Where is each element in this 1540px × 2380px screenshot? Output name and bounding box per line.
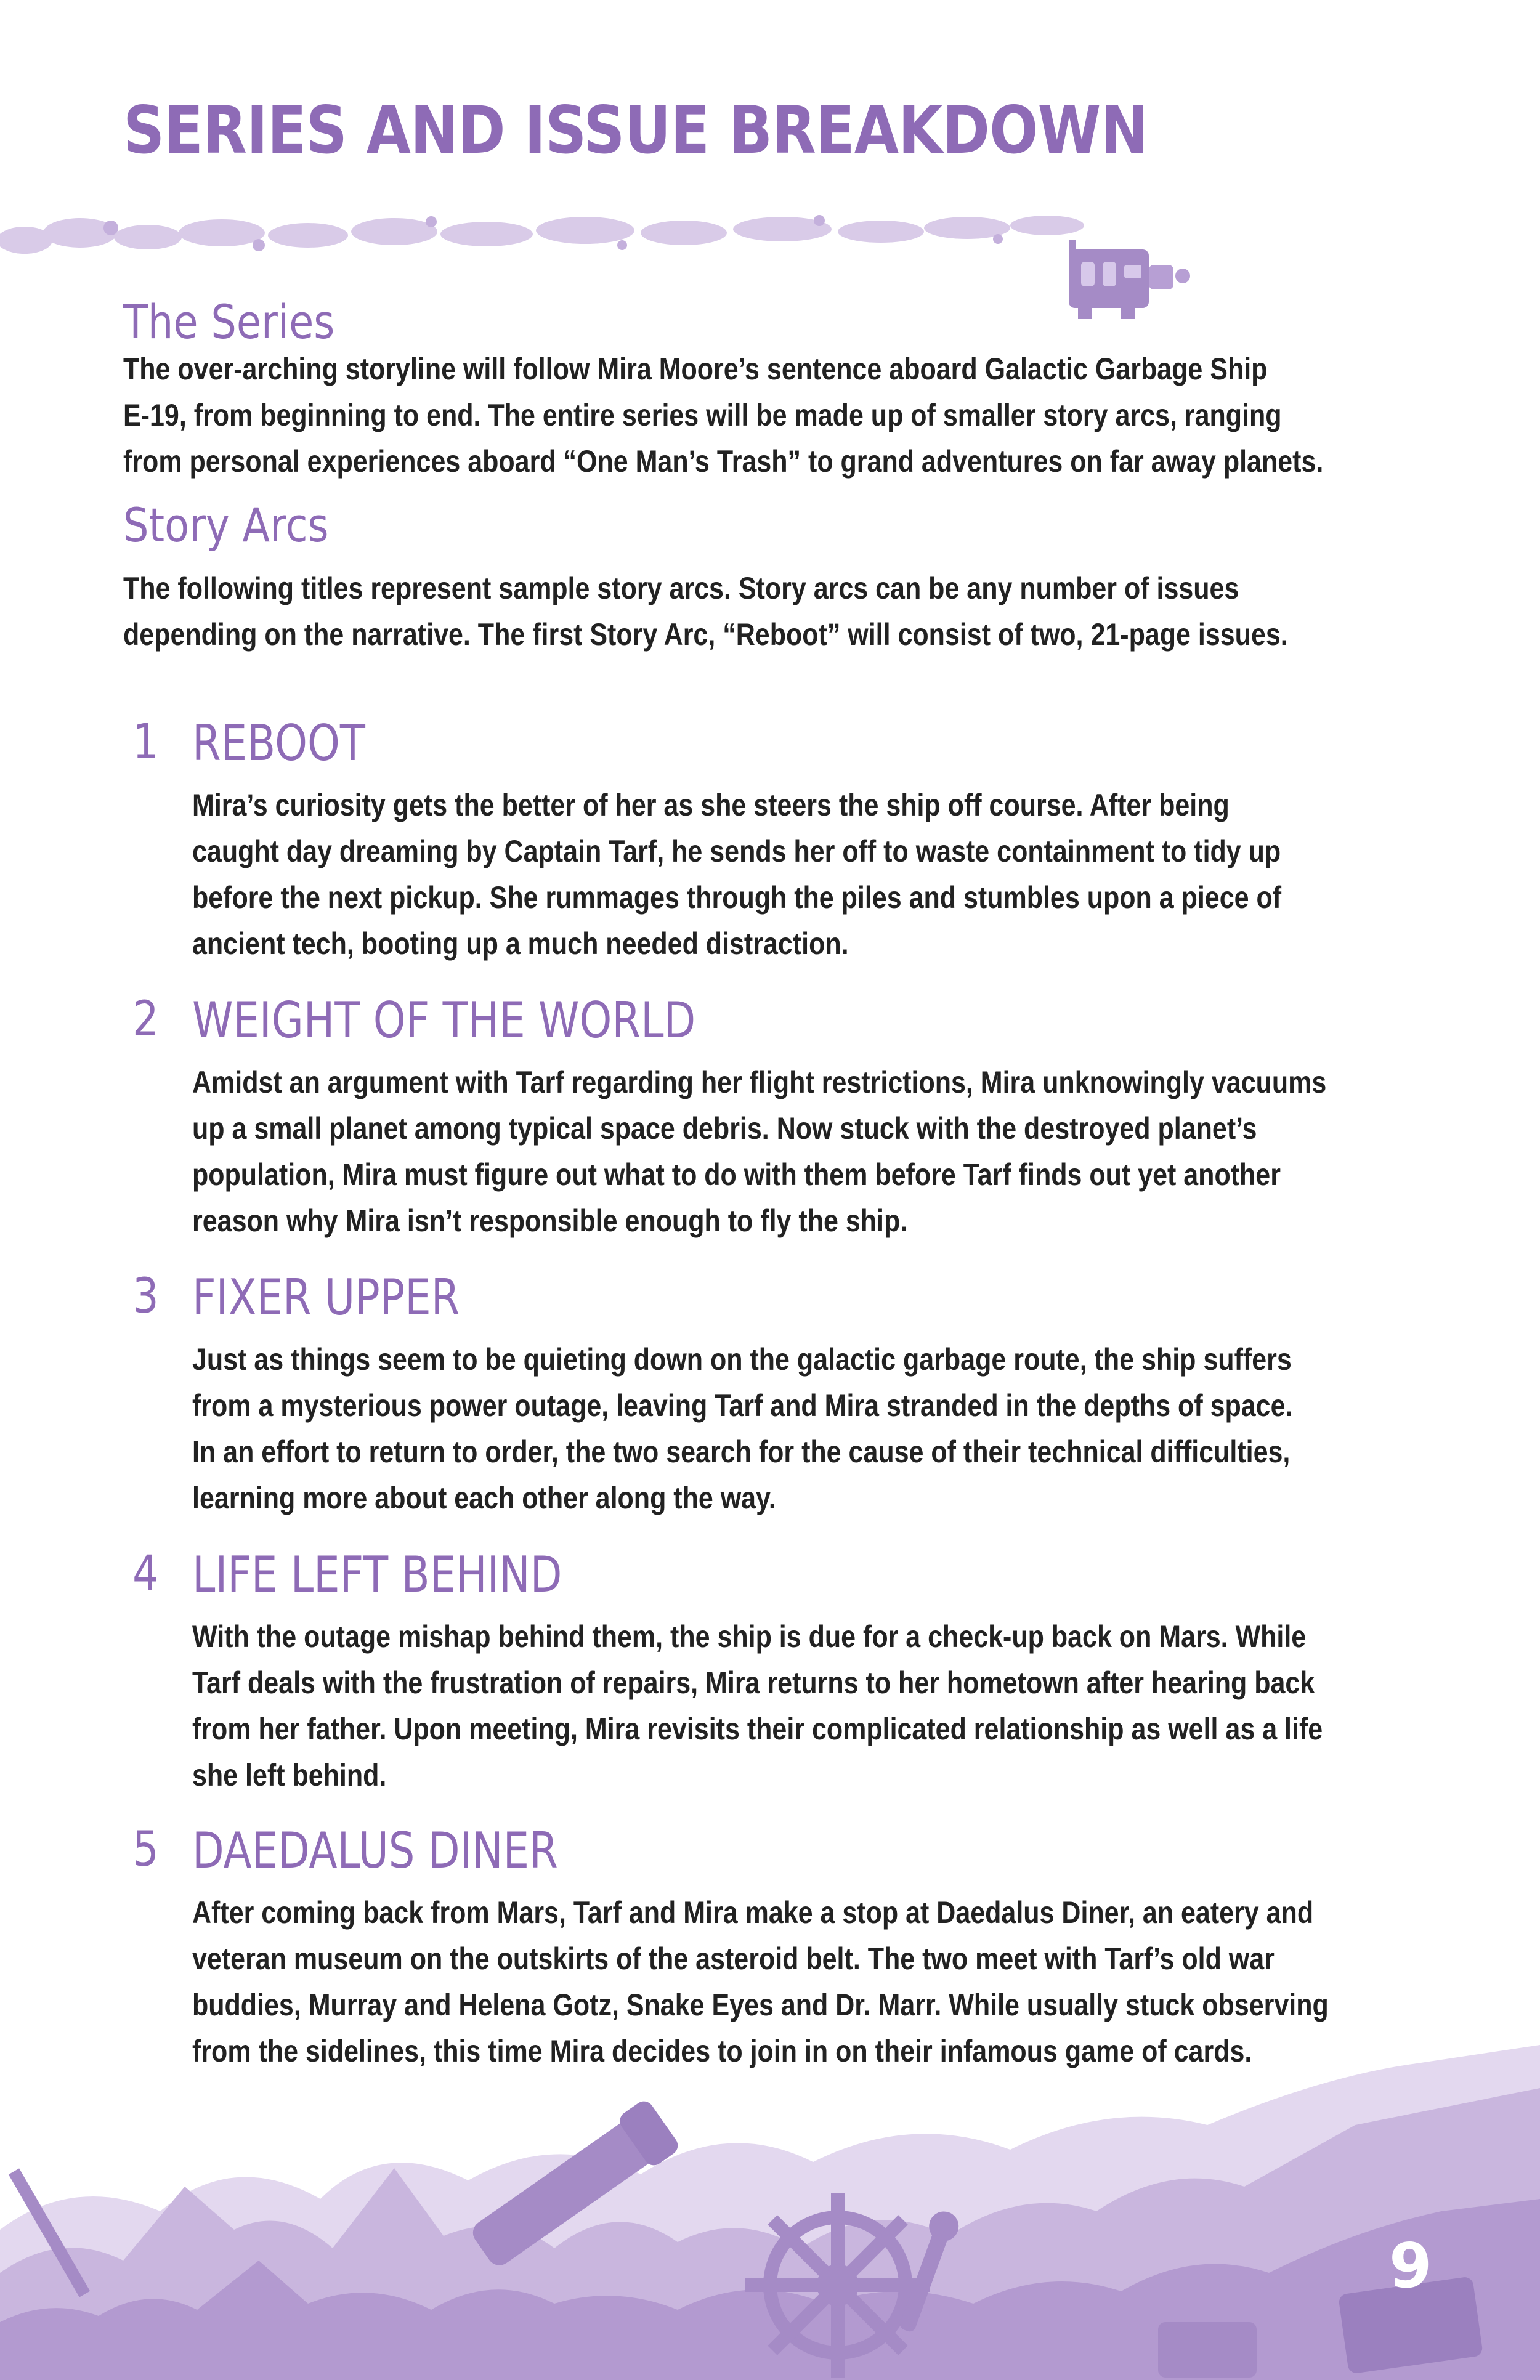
story-arcs-intro: The following titles represent sample story arcs. Story arcs can be any number of issues depending on the narrative. The first Story Arc, “Reboot” will consist of two, 21-page issues.	[123, 571, 1288, 652]
arc-description: Amidst an argument with Tarf regarding her flight restrictions, Mira unknowingly vacuums up a small planet among typical space debris. Now stuck with the destroyed planet’s population, Mira must figure out what to do with them before Tarf finds out yet another reason why Mira isn’t responsible enough to fly the ship.	[192, 1065, 1327, 1238]
arc-description: After coming back from Mars, Tarf and Mira make a stop at Daedalus Diner, an eatery and veteran museum on the outskirts of the asteroid belt. The two meet with Tarf’s old war buddies, Murray and Helena Gotz, Snake Eyes and Dr. Marr. While usually stuck observing from the sidelines, this time Mira decides to join in on their infamous game of cards.	[192, 1895, 1329, 2068]
page-title: SERIES AND ISSUE BREAKDOWN	[123, 92, 1148, 168]
arc-number: 2	[132, 992, 159, 1047]
arc-number: 1	[132, 714, 159, 770]
arc-description: Mira’s curiosity gets the better of her as she steers the ship off course. After being caught day dreaming by Captain Tarf, he sends her off to waste containment to tidy up before the next pickup. She rummages through the piles and stumbles upon a piece of ancient tech, booting up a much needed distraction.	[192, 788, 1282, 961]
space-junk-scene-icon	[0, 2026, 1540, 2380]
arc-number: 5	[132, 1822, 159, 1877]
garbage-ship-icon	[1063, 228, 1192, 326]
arc-description: With the outage mishap behind them, the ship is due for a check-up back on Mars. While Tarf deals with the frustration of repairs, Mira returns to her hometown after hearing back from her father. Upon meeting, Mira revisits their complicated relationship as well as a life she left behind.	[192, 1619, 1323, 1792]
arc-number: 3	[132, 1269, 159, 1324]
arc-title: WEIGHT OF THE WORLD	[192, 992, 696, 1049]
page-number: 9	[1389, 2230, 1432, 2302]
arc-description: Just as things seem to be quieting down on the galactic garbage route, the ship suffers from a mysterious power outage, leaving Tarf and Mira stranded in the depths of space. In an effort to return to order, the two search for the cause of their technical difficulties, learning more about each other along the way.	[192, 1342, 1293, 1515]
series-heading: The Series	[123, 294, 335, 349]
story-arcs-heading: Story Arcs	[123, 498, 329, 552]
arc-title: REBOOT	[192, 714, 365, 772]
arc-title: LIFE LEFT BEHIND	[192, 1546, 562, 1603]
series-body: The over-arching storyline will follow Mira Moore’s sentence aboard Galactic Garbage Ship E-19, from beginning to end. The entire series will be made up of smaller story arcs, ranging from personal experiences aboard “One Man’s Trash” to grand adventures on far away planets.	[123, 352, 1324, 479]
arc-title: DAEDALUS DINER	[192, 1822, 558, 1879]
arc-number: 4	[132, 1546, 159, 1601]
arc-title: FIXER UPPER	[192, 1269, 460, 1326]
